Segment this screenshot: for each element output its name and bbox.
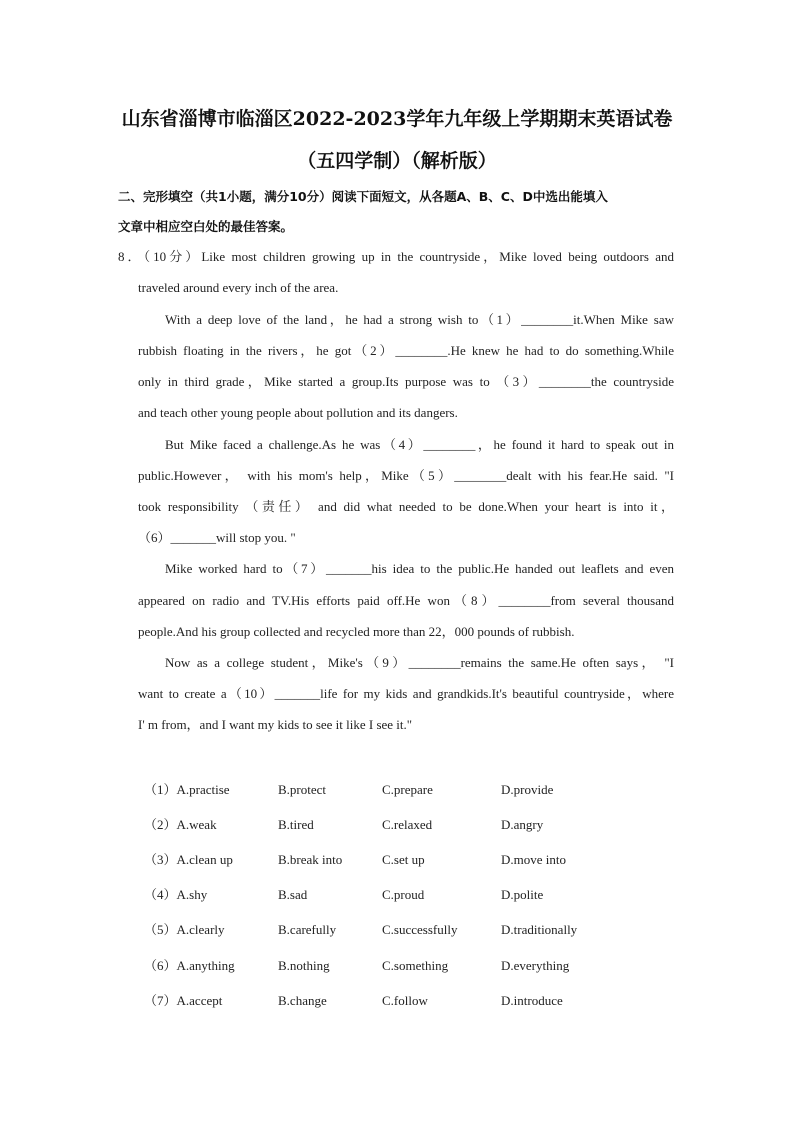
option-d: D.polite xyxy=(501,887,544,902)
option-a: （2）A.weak xyxy=(144,817,217,832)
option-b: B.sad xyxy=(278,887,308,902)
passage-line: want to create a（10）_______life for my kids and grandkids.It's beautiful countryside，where xyxy=(138,686,674,701)
passage-line: traveled around every inch of the area. xyxy=(138,280,339,295)
option-d: D.angry xyxy=(501,817,544,832)
option-a: （1）A.practise xyxy=(144,782,230,797)
option-a: （5）A.clearly xyxy=(144,922,225,937)
option-c: C.proud xyxy=(382,887,425,902)
option-b: B.carefully xyxy=(278,922,337,937)
question-intro-line: 8．（10分）Like most children growing up in the countryside，Mike loved being outdoors and xyxy=(118,249,674,264)
option-row xyxy=(0,850,794,870)
option-b: B.protect xyxy=(278,782,327,797)
option-b: B.nothing xyxy=(278,958,330,973)
section-instructions-line-2: 文章中相应空白处的最佳答案。 xyxy=(118,219,294,234)
option-a: （3）A.clean up xyxy=(144,852,233,867)
page-subtitle: （五四学制）（解析版） xyxy=(297,150,497,172)
option-c: C.set up xyxy=(382,852,425,867)
option-c: C.something xyxy=(382,958,449,973)
option-a: （6）A.anything xyxy=(144,958,235,973)
passage-line: appeared on radio and TV.His efforts paid off.He won（8）________from several thousand xyxy=(138,593,674,608)
passage-line: only in third grade，Mike started a group.Its purpose was to （3）________the countryside xyxy=(138,374,674,389)
option-b: B.break into xyxy=(278,852,343,867)
page-title: 山东省淄博市临淄区2022-2023学年九年级上学期期末英语试卷 xyxy=(121,108,673,130)
option-c: C.successfully xyxy=(382,922,458,937)
passage-line: But Mike faced a challenge.As he was（4）________，he found it hard to speak out in xyxy=(165,437,674,452)
passage-line: （6）_______will stop you. " xyxy=(138,530,296,545)
passage-line: took responsibility （责任） and did what needed to be done.When your heart is into it， xyxy=(138,499,674,514)
option-row xyxy=(0,780,794,800)
option-d: D.everything xyxy=(501,958,570,973)
option-b: B.tired xyxy=(278,817,314,832)
option-d: D.introduce xyxy=(501,993,563,1008)
option-a: （7）A.accept xyxy=(144,993,223,1008)
passage-line: I' m from，and I want my kids to see it like I see it." xyxy=(138,717,413,732)
option-b: B.change xyxy=(278,993,327,1008)
passage-line: public.However， with his mom's help，Mike（5）________dealt with his fear.He said. "I xyxy=(138,468,674,483)
option-c: C.relaxed xyxy=(382,817,433,832)
option-row xyxy=(0,956,794,976)
option-d: D.move into xyxy=(501,852,566,867)
passage-line: people.And his group collected and recycled more than 22，000 pounds of rubbish. xyxy=(138,624,575,639)
passage-line: Now as a college student，Mike's（9）________remains the same.He often says， "I xyxy=(165,655,674,670)
passage-line: With a deep love of the land，he had a strong wish to（1）________it.When Mike saw xyxy=(165,312,674,327)
option-row xyxy=(0,920,794,940)
option-c: C.follow xyxy=(382,993,428,1008)
option-d: D.traditionally xyxy=(501,922,578,937)
passage-line: rubbish floating in the rivers，he got（2）________.He knew he had to do something.While xyxy=(138,343,674,358)
option-c: C.prepare xyxy=(382,782,433,797)
option-row xyxy=(0,991,794,1011)
passage-line: and teach other young people about pollution and its dangers. xyxy=(138,405,458,420)
option-d: D.provide xyxy=(501,782,554,797)
section-instructions-line-1: 二、完形填空（共1小题，满分10分）阅读下面短文，从各题A、B、C、D中选出能填入 xyxy=(118,189,608,204)
passage-line: Mike worked hard to（7）_______his idea to the public.He handed out leaflets and even xyxy=(165,561,674,576)
option-row xyxy=(0,815,794,835)
option-a: （4）A.shy xyxy=(144,887,208,902)
option-row xyxy=(0,885,794,905)
